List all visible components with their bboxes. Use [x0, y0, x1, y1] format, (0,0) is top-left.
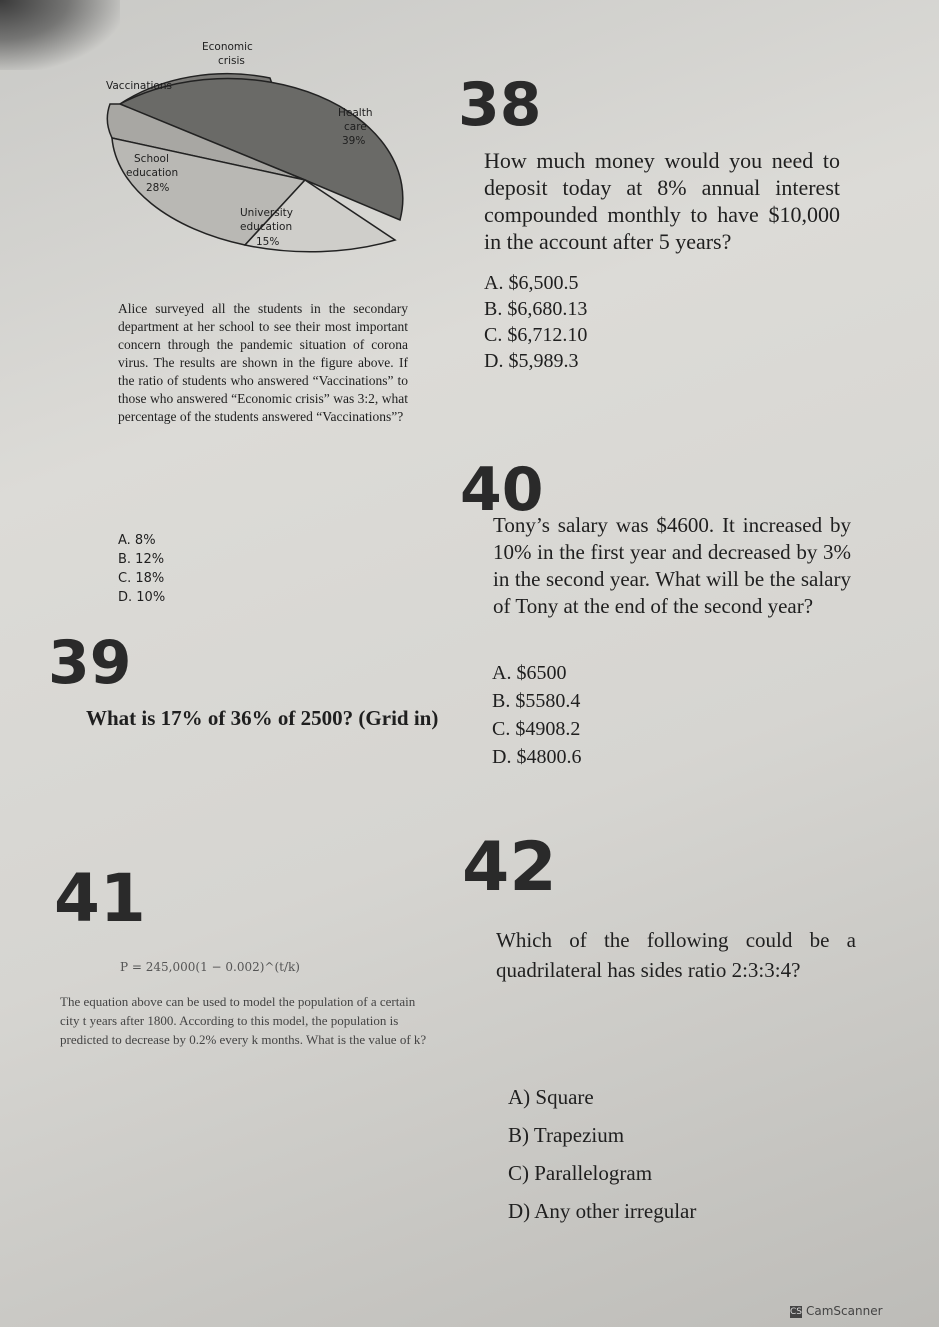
q40-option-c[interactable]: C. $4908.2	[492, 718, 581, 740]
q37-text: Alice surveyed all the students in the secondary department at her school to see their most important concern through the pandemic situation of corona virus. The results are shown in the figure above. If the ratio of students who answered “Vaccinations” to those who answered “Economic crisis” was 3:2, what percentage of the students answered “Vaccinations”?	[118, 301, 408, 424]
q42-option-c[interactable]: C) Parallelogram	[508, 1161, 653, 1185]
pie-label-economic-crisis-2: crisis	[218, 55, 245, 67]
pie-label-health-care-2: care	[344, 121, 367, 133]
q42-options	[508, 1078, 696, 1230]
q38-option-b[interactable]: B. $6,680.13	[484, 298, 588, 320]
q41-number: 41	[54, 860, 146, 937]
q37-option-d[interactable]: D. 10%	[118, 590, 166, 605]
q38-number: 38	[458, 70, 542, 140]
pie-label-university-education-2: education	[240, 221, 293, 233]
q38-options	[484, 270, 587, 374]
pie-label-university-education-3: 15%	[256, 236, 280, 248]
q40-option-d[interactable]: D. $4800.6	[492, 746, 582, 768]
q42-option-d[interactable]: D) Any other irregular	[508, 1199, 697, 1223]
q38-text: How much money would you need to deposit today at 8% annual interest compounded monthly to have $10,000 in the account after 5 years?	[484, 148, 840, 254]
q37-option-b[interactable]: B. 12%	[118, 552, 165, 567]
pie-chart	[90, 20, 420, 310]
camscanner-logo-icon: CS	[790, 1306, 802, 1317]
q42-option-a[interactable]: A) Square	[508, 1085, 594, 1109]
q40-option-a[interactable]: A. $6500	[492, 662, 567, 684]
q38-option-a[interactable]: A. $6,500.5	[484, 272, 579, 294]
pie-label-school-education-3: 28%	[146, 182, 170, 194]
q37-option-a[interactable]: A. 8%	[118, 533, 156, 548]
q41-equation: P = 245,000(1 − 0.002)^(t/k)	[120, 960, 300, 974]
pie-label-health-care-1: Health	[338, 107, 373, 119]
q41-text: The equation above can be used to model the population of a certain city t years after 1800. According to this model, the population is predicted to decrease by 0.2% every k months. What is the value of k?	[60, 994, 427, 1047]
pie-label-health-care-3: 39%	[342, 135, 366, 147]
q37-options	[118, 531, 165, 607]
q40-text: Tony’s salary was $4600. It increased by 10% in the first year and decreased by 3% in the second year. What will be the salary of Tony at the end of the second year?	[493, 513, 851, 618]
q39-text: What is 17% of 36% of 2500? (Grid in)	[86, 706, 439, 730]
pie-label-vaccinations: Vaccinations	[106, 80, 172, 92]
q40-number: 40	[460, 455, 544, 525]
q37-option-c[interactable]: C. 18%	[118, 571, 165, 586]
pie-label-school-education-2: education	[126, 167, 179, 179]
q38-option-c[interactable]: C. $6,712.10	[484, 324, 588, 346]
pie-label-economic-crisis-1: Economic	[202, 41, 253, 53]
q42-option-b[interactable]: B) Trapezium	[508, 1123, 625, 1147]
q38-option-d[interactable]: D. $5,989.3	[484, 350, 579, 372]
pie-label-school-education-1: School	[134, 153, 169, 165]
q42-text: Which of the following could be a quadrilateral has sides ratio 2:3:3:4?	[496, 928, 856, 982]
camscanner-label: CamScanner	[806, 1304, 883, 1318]
q40-options	[492, 659, 581, 771]
q39-number: 39	[48, 628, 132, 698]
q42-number: 42	[462, 828, 557, 907]
q40-option-b[interactable]: B. $5580.4	[492, 690, 581, 712]
camscanner-watermark	[790, 1304, 883, 1318]
pie-label-university-education-1: University	[240, 207, 293, 219]
